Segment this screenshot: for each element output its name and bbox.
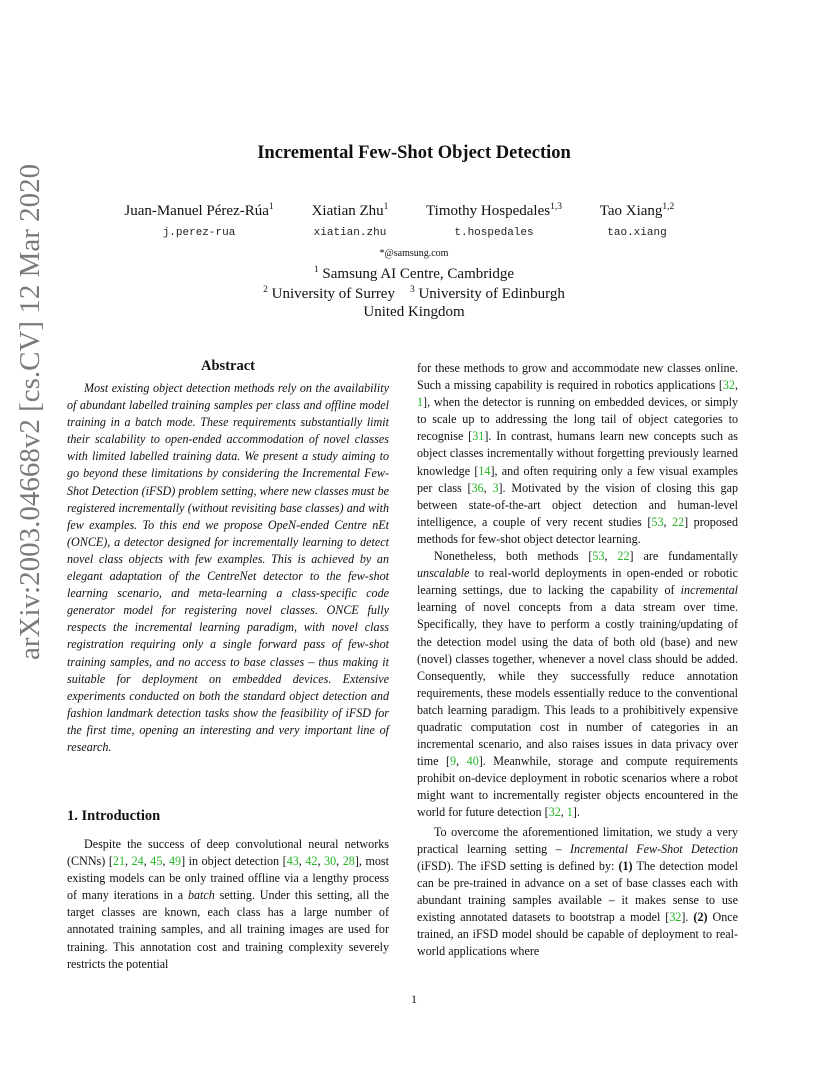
author-name: Timothy Hospedales$^{1,3}$: [426, 202, 562, 219]
text-run: ]. Motivated by the vision of closing this gap between state-of-the-art object detection and human-level intelligence, a couple of very recent studies [: [417, 480, 739, 529]
text-run: ] proposed methods for few-shot object detector learning.: [417, 514, 739, 546]
citation-link[interactable]: 28: [342, 854, 355, 869]
text-run: ]. In contrast, humans learn new concepts such as object classes incrementally without forgetting previously learned knowledge [: [417, 429, 738, 478]
text-run: To overcome the aforementioned limitation, we study a very practical learning setting –: [417, 824, 738, 856]
emphasis-text: incremental: [680, 583, 738, 598]
right-column: [417, 360, 738, 960]
citation-link[interactable]: 1: [566, 805, 573, 820]
citation-link[interactable]: 1: [417, 395, 424, 410]
page-number: 1: [411, 992, 417, 1006]
text-run: Nonetheless, both methods [: [434, 549, 593, 564]
section-heading-introduction: 1. Introduction: [67, 808, 161, 824]
citation-link[interactable]: 53: [651, 514, 664, 529]
text-run: ,: [604, 549, 618, 564]
author-block: [124, 202, 273, 239]
bold-text: (1): [618, 858, 633, 873]
text-run: ] in object detection [: [181, 854, 287, 869]
body-paragraph: [67, 836, 389, 973]
abstract-heading: Abstract: [201, 358, 255, 374]
intro-column: [67, 836, 389, 973]
text-run: ] are fundamentally: [629, 549, 738, 564]
text-run: ,: [317, 854, 325, 869]
text-run: Despite the success of deep convolutional neural networks (CNNs) [: [67, 837, 389, 869]
citation-link[interactable]: 21: [112, 854, 125, 869]
citation-link[interactable]: 32: [669, 910, 682, 924]
emphasis-text: batch: [187, 888, 215, 903]
author-email: t.hospedales: [454, 227, 534, 239]
author-block: [426, 202, 562, 239]
text-run: ,: [162, 854, 169, 869]
body-paragraph: [417, 360, 738, 548]
abstract-text: [67, 380, 389, 756]
text-run: to real-world deployments in open-ended or robotic learning settings, due to lacking the capability of: [417, 566, 738, 598]
text-run: ], when the detector is running on embedded devices, or simply to scale up to addressing the long tail of object categories to recognise [: [417, 395, 738, 444]
text-run: ,: [456, 754, 467, 769]
citation-link[interactable]: 9: [450, 754, 457, 769]
emphasis-text: unscalable: [417, 566, 470, 581]
text-run: ,: [125, 854, 132, 869]
text-run: ].: [572, 805, 580, 820]
text-run: Once trained, an iFSD model should be capable of deployment to real-world applications where: [417, 910, 739, 959]
text-run: ]. Meanwhile, storage and compute requirements prohibit on-device deployment in robotic scenarios where a robot might want to incrementally register objects encountered in the world for future detection [: [417, 754, 738, 820]
author-name: Juan-Manuel Pérez-Rúa$^1$: [124, 202, 274, 219]
affiliation-country: United Kingdom: [363, 304, 465, 320]
bold-text: (2): [693, 910, 708, 924]
body-paragraph: [417, 824, 738, 961]
email-domain: *@samsung.com: [379, 248, 449, 259]
citation-link[interactable]: 14: [478, 463, 491, 478]
text-run: (iFSD). The iFSD setting is defined by:: [417, 858, 619, 873]
paper-title: Incremental Few-Shot Object Detection: [257, 143, 571, 163]
citation-link[interactable]: 22: [617, 549, 630, 564]
author-name: Xiatian Zhu$^1$: [311, 202, 389, 219]
citation-link[interactable]: 31: [472, 429, 485, 444]
citation-link[interactable]: 32: [722, 378, 735, 393]
text-run: for these methods to grow and accommodate new classes online. Such a missing capability is required in robotics applications [: [417, 361, 738, 393]
text-run: ], and often requiring only a few visual examples per class [: [417, 463, 738, 495]
author-email: j.perez-rua: [162, 227, 236, 239]
text-run: The detection model can be pre-trained in advance on a set of base classes each with abundant training samples available – it makes sense to use existing annotated datasets to bootstrap a model [: [417, 858, 738, 924]
text-run: ,: [298, 854, 306, 869]
text-run: ,: [336, 854, 343, 869]
citation-link[interactable]: 49: [168, 854, 182, 869]
citation-link[interactable]: 40: [466, 754, 479, 769]
affiliation-2-3: $^2$ University of Surrey $^3$ University of Edinburgh: [263, 285, 565, 302]
citation-link[interactable]: 43: [286, 854, 299, 869]
text-run: ,: [483, 480, 493, 495]
citation-link[interactable]: 32: [548, 805, 561, 820]
author-block: [600, 202, 675, 239]
affiliation-1: $^1$ Samsung AI Centre, Cambridge: [313, 265, 515, 282]
citation-link[interactable]: 53: [592, 549, 605, 564]
author-name: Tao Xiang$^{1,2}$: [599, 202, 675, 219]
body-paragraph: [417, 548, 738, 822]
citation-link[interactable]: 45: [150, 854, 163, 869]
citation-link[interactable]: 3: [492, 480, 499, 495]
abstract-paragraph: Most existing object detection methods rely on the availability of abundant labelled training samples per class and offline model training in a batch mode. These requirements substantially limit their scalability to open-ended accommodation of novel classes with limited labelled training data. We present a study aiming to go beyond these limitations by considering the Incremental Few-Shot Detection (iFSD) problem setting, where new classes must be registered incrementally (without revisiting base classes) and with few examples. To this end we propose OpeN-ended Centre nEt (ONCE), a detector designed for incrementally learning to detect novel class objects with few examples. This is achieved by an elegant adaptation of the CentreNet detector to the few-shot learning scenario, and meta-learning a class-specific code generator model for registering novel classes. ONCE fully respects the incremental learning paradigm, with novel class registration requiring only a single forward pass of few-shot training samples, and no access to base classes – thus making it suitable for deployment on embedded devices. Extensive experiments conducted on both the standard object detection and fashion landmark detection tasks show the feasibility of iFSD for the first time, opening an interesting and very important line of research.: [67, 381, 389, 754]
text-run: ,: [734, 378, 738, 393]
arxiv-stamp: arXiv:2003.04668v2 [cs.CV] 12 Mar 2020: [14, 163, 46, 660]
author-email: xiatian.zhu: [313, 227, 387, 239]
text-run: learning of novel concepts from a data stream over time. Specifically, they have to perform a costly training/updating of the detection model using the data of both old (base) and new (novel) classes together, whenever a novel class should be added. Consequently, while they successfully reduce annotation requirements, these models essentially reduce to the conventional batch learning paradigm. This leads to a prohibitively expensive quadratic computation cost in number of categories in an incremental scenario, and also raises issues in data privacy over time [: [417, 600, 738, 769]
text-run: ], most existing models can be only trained offline via a lengthy process of many iterations in a: [67, 854, 389, 903]
emphasis-text: Incremental Few-Shot Detection: [569, 841, 738, 856]
text-run: ,: [560, 805, 567, 820]
text-run: ,: [143, 854, 151, 869]
text-run: setting. Under this setting, all the target classes are known, each class has a large number of annotated training samples, and all training images are used for training. This annotation cost and training complexity severely restricts the potential: [67, 888, 389, 971]
text-run: ].: [681, 910, 694, 924]
citation-link[interactable]: 30: [324, 854, 337, 869]
author-email: tao.xiang: [607, 227, 667, 239]
citation-link[interactable]: 42: [305, 854, 318, 869]
citation-link[interactable]: 22: [672, 514, 685, 529]
text-run: ,: [663, 514, 673, 529]
author-block: [312, 202, 389, 239]
citation-link[interactable]: 24: [131, 854, 144, 869]
citation-link[interactable]: 36: [471, 480, 484, 495]
